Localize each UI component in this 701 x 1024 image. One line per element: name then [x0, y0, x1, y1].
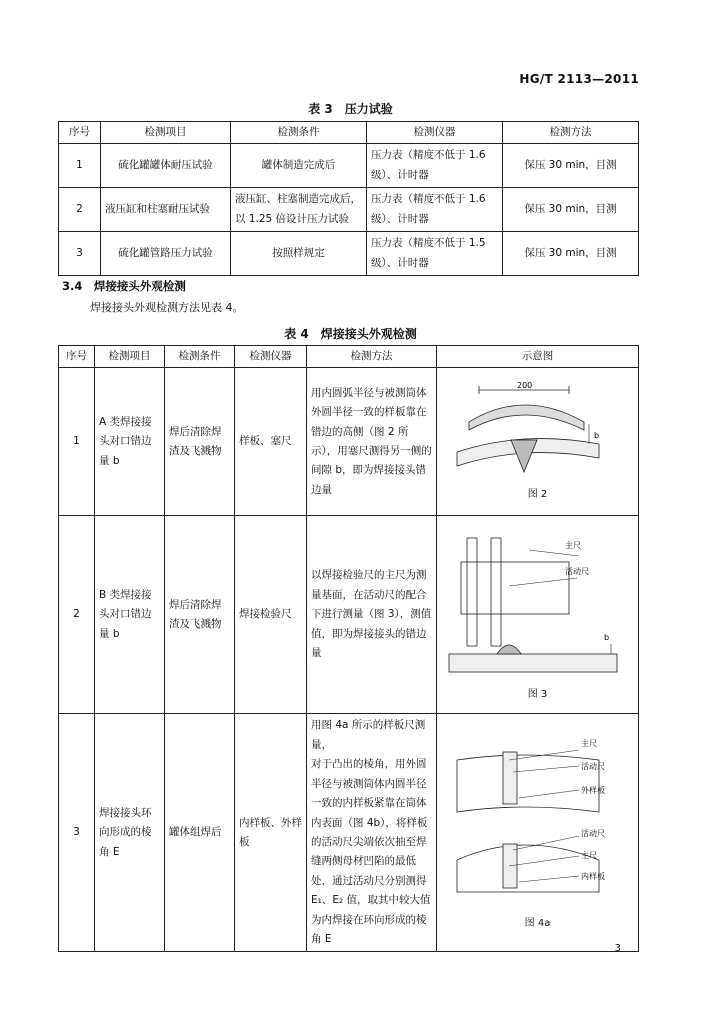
table-row — [59, 144, 639, 188]
table-cell: 焊后清除焊渣及飞溅物 — [165, 516, 235, 714]
table-cell: 用内圆弧半径与被测筒体外圆半径一致的样板靠在错边的高侧（图 2 所示），用塞尺测得另一侧的间隙 b，即为焊接接头错边量 — [307, 368, 437, 516]
figure-4a-diagram — [439, 732, 631, 917]
dimension-label: 200 — [517, 380, 533, 390]
table-cell: 硫化罐罐体耐压试验 — [101, 144, 231, 188]
label-sliding-ruler: 活动尺 — [565, 566, 589, 576]
table-cell: 压力表（精度不低于 1.6 级）、计时器 — [367, 144, 503, 188]
label-outer-template: 外样板 — [581, 786, 605, 796]
table4-header-cell: 检测仪器 — [235, 346, 307, 368]
table-cell: 3 — [59, 232, 101, 276]
table-cell: 罐体组焊后 — [165, 714, 235, 952]
outer-template-shape — [457, 755, 599, 812]
figure-cell — [437, 368, 639, 516]
figure-caption: 图 3 — [527, 688, 548, 700]
label-main-ruler: 主尺 — [565, 540, 581, 550]
table-cell: 罐体制造完成后 — [231, 144, 367, 188]
page-number: 3 — [614, 943, 621, 954]
label-main-ruler-2: 主尺 — [581, 851, 597, 861]
figure-3-diagram — [439, 526, 631, 688]
table-cell: 以焊接检验尺的主尺为测量基面，在活动尺的配合下进行测量（图 3），测值值，即为焊接接头的错边量 — [307, 516, 437, 714]
label-main-ruler: 主尺 — [581, 739, 597, 749]
table-row — [59, 232, 639, 276]
table4-header-cell: 序号 — [59, 346, 95, 368]
method-paragraph-1: 用图 4a 所示的样板尺测量， — [311, 719, 426, 751]
table-cell: 焊接检验尺 — [235, 516, 307, 714]
table-cell: 保压 30 min，目测 — [503, 144, 639, 188]
table-cell: B 类焊接接头对口错边量 b — [95, 516, 165, 714]
table4-header-cell: 检测项目 — [95, 346, 165, 368]
standard-code: HG/T 2113—2011 — [519, 72, 639, 86]
sliding-ruler-shape — [491, 538, 501, 646]
table3-header-cell: 检测项目 — [101, 122, 231, 144]
label-sliding-ruler: 活动尺 — [581, 762, 605, 772]
section-heading: 3.4 焊接接头外观检测 — [62, 279, 186, 293]
inner-template-shape — [457, 845, 599, 892]
table-cell: 保压 30 min，目测 — [503, 232, 639, 276]
figure-2-diagram — [439, 380, 631, 488]
table-row — [59, 516, 639, 714]
main-ruler-shape — [467, 538, 477, 646]
figure-caption: 图 2 — [527, 488, 548, 500]
label-b: b — [594, 430, 600, 440]
table-cell: 压力表（精度不低于 1.6 级）、计时器 — [367, 188, 503, 232]
table-cell: 焊接接头环向形成的棱角 E — [95, 714, 165, 952]
table-cell: 按照样规定 — [231, 232, 367, 276]
table-cell: A 类焊接接头对口错边量 b — [95, 368, 165, 516]
table-cell: 1 — [59, 144, 101, 188]
arc-template — [469, 405, 584, 430]
table4-header-row — [59, 346, 639, 368]
table3-pressure-test — [58, 121, 639, 276]
table-cell: 2 — [59, 516, 95, 714]
section-body: 焊接接头外观检测方法见表 4。 — [90, 301, 244, 314]
table-cell: 焊后清除焊渣及飞溅物 — [165, 368, 235, 516]
table3-header-cell: 检测仪器 — [367, 122, 503, 144]
figure-cell — [437, 714, 639, 952]
table3-header-cell: 序号 — [59, 122, 101, 144]
table-cell: 保压 30 min，目测 — [503, 188, 639, 232]
figure-caption: 图 4a — [524, 918, 551, 930]
table-row — [59, 188, 639, 232]
table3-header-row — [59, 122, 639, 144]
table-cell: 3 — [59, 714, 95, 952]
table-cell: 内样板、外样板 — [235, 714, 307, 952]
table-cell: 压力表（精度不低于 1.5 级）、计时器 — [367, 232, 503, 276]
table-cell: 硫化罐管路压力试验 — [101, 232, 231, 276]
label-b: b — [604, 632, 610, 642]
table4-weld-inspection — [58, 345, 639, 952]
table3-header-cell: 检测条件 — [231, 122, 367, 144]
table-cell: 1 — [59, 368, 95, 516]
label-sliding-ruler-2: 活动尺 — [581, 829, 605, 839]
table4-header-cell: 检测条件 — [165, 346, 235, 368]
weld-bead — [511, 440, 537, 472]
plate-base — [449, 654, 617, 672]
table-row — [59, 368, 639, 516]
table-cell: 液压缸和柱塞耐压试验 — [101, 188, 231, 232]
label-inner-template: 内样板 — [581, 872, 605, 882]
table3-header-cell: 检测方法 — [503, 122, 639, 144]
table3-caption: 表 3 压力试验 — [308, 102, 393, 116]
method-paragraph-2: 对于凸出的棱角，用外圆半径与被测筒体内圆半径一致的内样板紧靠在筒体内表面（图 4b），将样板的活动尺尖端依次抽至焊缝两侧母材凹陷的最低处，通过活动尺分别测得 E₁、E₂ 值，取其中较大值为内焊接在环向形成的棱角 E — [311, 758, 431, 946]
table4-header-cell: 示意图 — [437, 346, 639, 368]
figure-cell — [437, 516, 639, 714]
table-cell: 2 — [59, 188, 101, 232]
table-row — [59, 714, 639, 952]
table4-caption: 表 4 焊接接头外观检测 — [284, 327, 417, 341]
table4-header-cell: 检测方法 — [307, 346, 437, 368]
table-cell: 液压缸、柱塞制造完成后，以 1.25 倍设计压力试验 — [231, 188, 367, 232]
table-cell: 样板、塞尺 — [235, 368, 307, 516]
table-cell — [307, 714, 437, 952]
